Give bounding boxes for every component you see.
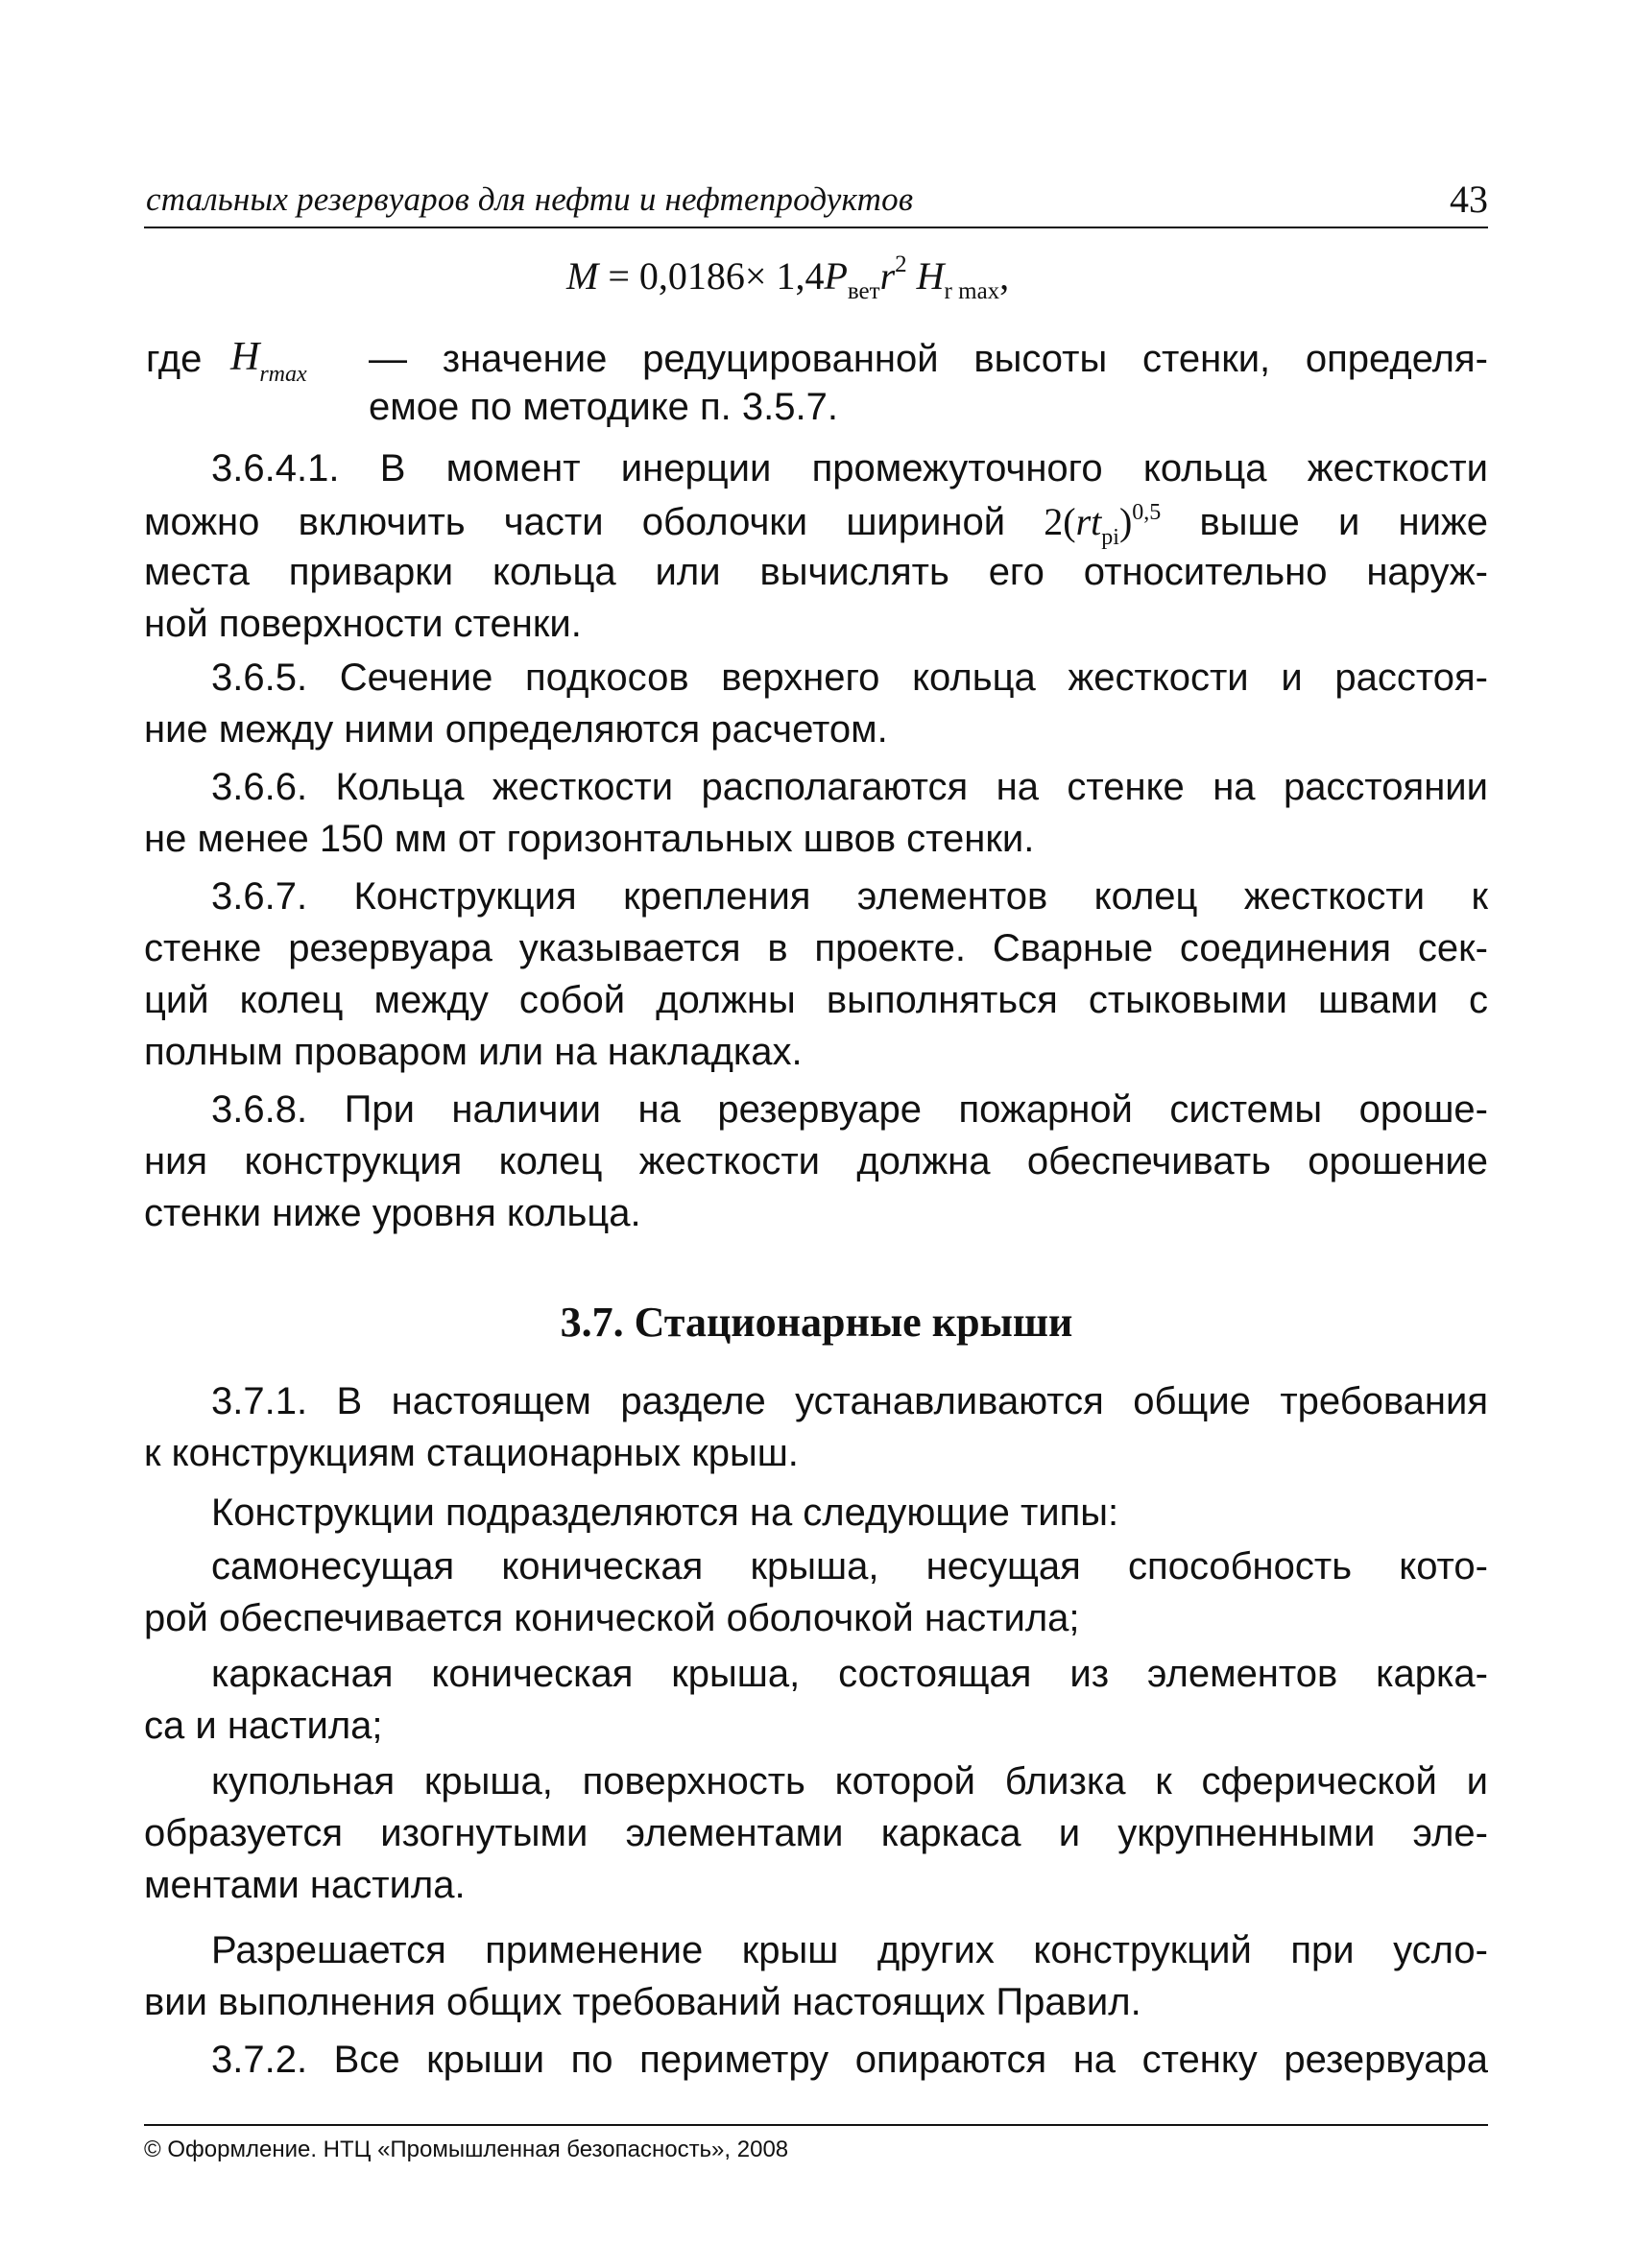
- inline-math-width: [1044, 500, 1162, 550]
- paragraph-line: ментами настила.: [144, 1864, 466, 1906]
- paragraph-line: 3.7.2. Все крыши по периметру опираются на стенку резервуара: [211, 2039, 1488, 2081]
- moment-formula: [566, 251, 1009, 305]
- paragraph-line: 3.6.7. Конструкция крепления элементов колец жесткости к: [211, 875, 1488, 918]
- paragraph-line: Разрешается применение крыш других конструкций при усло-: [211, 1929, 1488, 1971]
- formula-r-sup: 2: [895, 251, 907, 277]
- math-sup: 0,5: [1132, 500, 1162, 525]
- paragraph-line: самонесущая коническая крыша, несущая способность кото-: [211, 1545, 1488, 1588]
- formula-r: r: [879, 254, 896, 298]
- formula-p: P: [824, 254, 848, 298]
- text-run: можно включить части оболочки шириной: [144, 501, 1045, 543]
- paragraph-line: купольная крыша, поверхность которой близка к сферической и: [211, 1760, 1488, 1802]
- paragraph-line: образуется изогнутыми элементами каркаса и укрупненными эле-: [144, 1812, 1488, 1854]
- paragraph-line: полным проваром или на накладках.: [144, 1031, 803, 1073]
- paragraph-line: 3.6.6. Кольца жесткости располагаются на стенке на расстоянии: [211, 766, 1488, 808]
- paragraph-line: са и настила;: [144, 1705, 383, 1747]
- math-sub: pi: [1101, 525, 1119, 550]
- paragraph-line: ния конструкция колец жесткости должна обеспечивать орошение: [144, 1140, 1488, 1182]
- text-run: выше и ниже: [1161, 501, 1488, 543]
- math-run: ): [1118, 500, 1133, 543]
- paragraph-line: не менее 150 мм от горизонтальных швов стенки.: [144, 818, 1035, 860]
- formula-h-sub: r max: [944, 278, 1000, 304]
- where-symbol-sub: rmax: [259, 362, 307, 387]
- footer-divider: [144, 2124, 1488, 2126]
- page-number: 43: [1450, 178, 1488, 221]
- where-definition-line2: емое по методике п. 3.5.7.: [369, 386, 838, 428]
- paragraph-line: стенке резервуара указывается в проекте. Сварные соединения сек-: [144, 927, 1488, 969]
- section-heading: 3.7. Стационарные крыши: [560, 1299, 1073, 1346]
- paragraph-line: ние между ними определяются расчетом.: [144, 708, 888, 751]
- paragraph-line: места приварки кольца или вычислять его относительно наруж-: [144, 551, 1488, 593]
- paragraph-line: Конструкции подразделяются на следующие типы:: [211, 1492, 1119, 1534]
- formula-coefficients: = 0,0186× 1,4: [598, 254, 825, 298]
- paragraph-line: ной поверхности стенки.: [144, 603, 582, 645]
- paragraph-line: рой обеспечивается конической оболочкой настила;: [144, 1597, 1080, 1639]
- running-header: [144, 180, 1488, 228]
- paragraph-line: вии выполнения общих требований настоящих Правил.: [144, 1981, 1141, 2023]
- where-symbol: [230, 334, 307, 388]
- where-definition-line1: — значение редуцированной высоты стенки, определя-: [369, 338, 1488, 380]
- paragraph-line: стенки ниже уровня кольца.: [144, 1192, 641, 1234]
- paragraph-line: к конструкциям стационарных крыш.: [144, 1432, 799, 1474]
- math-run: 2(: [1044, 500, 1076, 543]
- paragraph-line: 3.6.8. При наличии на резервуаре пожарной системы ороше-: [211, 1088, 1488, 1131]
- math-rt: rt: [1075, 500, 1102, 543]
- paragraph-line: каркасная коническая крыша, состоящая из элементов карка-: [211, 1653, 1488, 1695]
- paragraph-line: 3.6.4.1. В момент инерции промежуточного кольца жесткости: [211, 447, 1488, 489]
- paragraph-line: 3.7.1. В настоящем разделе устанавливаются общие требования: [211, 1380, 1488, 1422]
- header-title: стальных резервуаров для нефти и нефтепродуктов: [146, 180, 914, 218]
- paragraph-line-with-math: [144, 501, 1488, 549]
- where-symbol-main: H: [230, 335, 260, 379]
- paragraph-line: 3.6.5. Сечение подкосов верхнего кольца жесткости и расстоя-: [211, 657, 1488, 699]
- formula-p-sub: вет: [847, 278, 880, 304]
- paragraph-line: ций колец между собой должны выполняться стыковыми швами с: [144, 979, 1488, 1021]
- formula-h: H: [916, 254, 945, 298]
- formula-tail: ,: [999, 254, 1010, 298]
- footer-copyright: © Оформление. НТЦ «Промышленная безопасность», 2008: [144, 2137, 789, 2162]
- where-label: где: [146, 338, 203, 380]
- formula-lhs: M: [566, 254, 599, 298]
